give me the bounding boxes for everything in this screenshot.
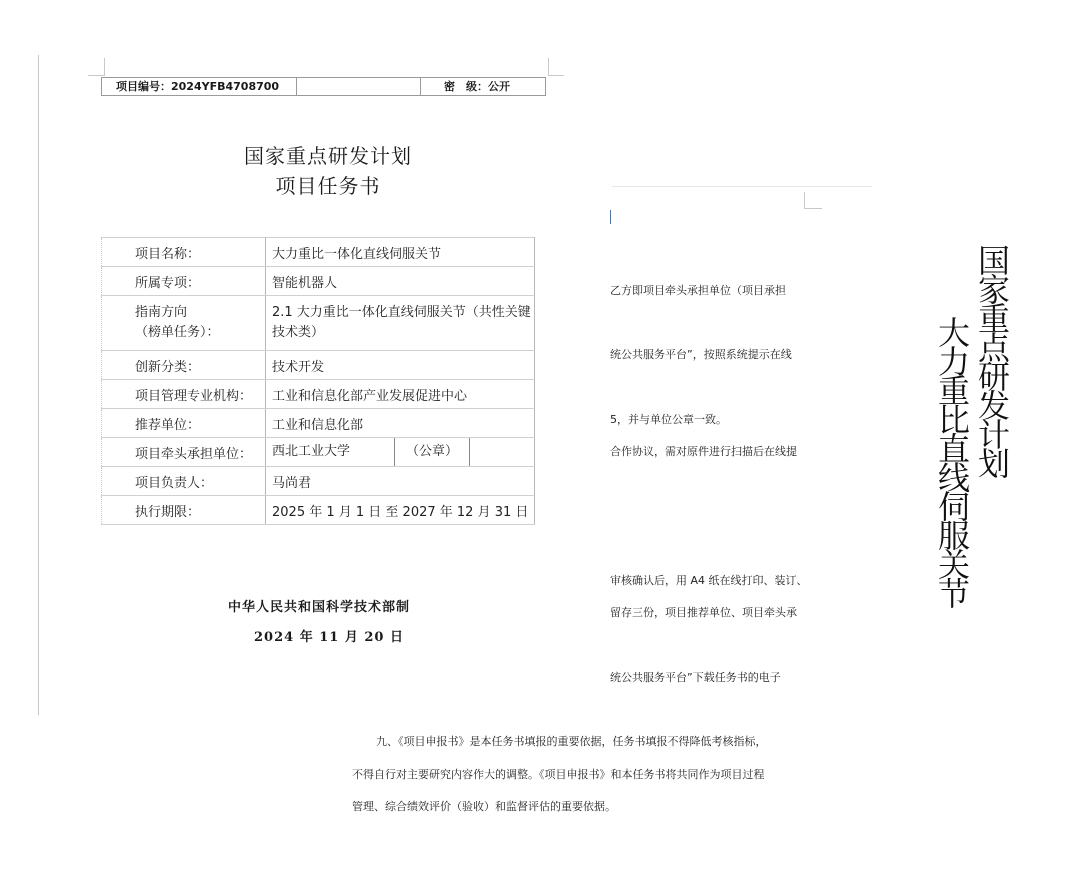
text-cursor	[610, 210, 611, 224]
table-row	[102, 467, 535, 496]
table-row	[102, 380, 535, 409]
project-info-table	[101, 237, 535, 525]
document-title: 国家重点研发计划	[244, 144, 412, 168]
crop-mark	[104, 58, 105, 76]
table-row	[102, 296, 535, 351]
row-value: 技术开发	[266, 351, 535, 380]
issuing-organization: 中华人民共和国科学技术部制	[228, 600, 411, 615]
text-fragment: 乙方即项目牵头承担单位（项目承担	[610, 284, 786, 297]
paragraph-line: 九、《项目申报书》是本任务书填报的重要依据，任务书填报不得降低考核指标，	[376, 735, 767, 748]
row-label: 创新分类：	[102, 351, 266, 380]
row-label: 推荐单位：	[102, 409, 266, 438]
paragraph-line: 管理、综合绩效评价（验收）和监督评估的重要依据。	[352, 800, 616, 813]
row-value: 马尚君	[266, 467, 535, 496]
text-fragment: 合作协议，需对原件进行扫描后在线提	[610, 445, 797, 458]
crop-mark	[804, 208, 822, 209]
row-value: 大力重比一体化直线伺服关节	[266, 238, 535, 267]
text-fragment: 审核确认后，用 A4 纸在线打印、装订、	[610, 574, 808, 587]
vertical-title-col2: 大力重比直线伺服关节	[933, 316, 971, 606]
document-subtitle: 项目任务书	[275, 174, 381, 198]
crop-mark	[88, 75, 104, 76]
crop-mark	[548, 58, 549, 76]
row-label: 所属专项：	[102, 267, 266, 296]
issue-date: 2024 年 11 月 20 日	[254, 630, 404, 645]
project-number: 项目编号：2024YFB4708700	[116, 80, 280, 93]
paragraph-line: 不得自行对主要研究内容作大的调整。《项目申报书》和本任务书将共同作为项目过程	[352, 768, 765, 781]
table-row	[102, 496, 535, 525]
row-value: 智能机器人	[266, 267, 535, 296]
row-value	[266, 438, 535, 467]
right-page-top-edge	[612, 186, 872, 187]
crop-mark	[548, 75, 564, 76]
document-header	[101, 77, 546, 96]
secret-level: 密 级：公开	[444, 80, 510, 93]
row-value: 2.1 大力重比一体化直线伺服关节（共性关键技术类）	[266, 296, 535, 351]
page-left-margin	[38, 55, 39, 715]
table-row	[102, 409, 535, 438]
row-label: 指南方向 （榜单任务）：	[102, 296, 266, 351]
header-divider	[420, 78, 421, 95]
row-label: 项目牵头承担单位：	[102, 438, 266, 467]
lead-unit-name: 西北工业大学	[272, 444, 351, 459]
header-divider	[296, 78, 297, 95]
row-value: 工业和信息化部产业发展促进中心	[266, 380, 535, 409]
row-label: 执行期限：	[102, 496, 266, 525]
text-fragment: 5，并与单位公章一致。	[610, 413, 727, 426]
text-fragment: 留存三份，项目推荐单位、项目牵头承	[610, 606, 797, 619]
row-label: 项目负责人：	[102, 467, 266, 496]
vertical-title-col1: 国家重点研发计划	[973, 244, 1011, 476]
text-fragment: 统公共服务平台”，按照系统提示在线	[610, 348, 792, 361]
crop-mark	[804, 192, 805, 208]
table-row	[102, 267, 535, 296]
official-seal-field: （公章）	[394, 438, 470, 466]
table-row	[102, 438, 535, 467]
text-fragment: 统公共服务平台”下载任务书的电子	[610, 671, 781, 684]
table-row	[102, 238, 535, 267]
table-row	[102, 351, 535, 380]
row-label: 项目管理专业机构：	[102, 380, 266, 409]
row-value: 工业和信息化部	[266, 409, 535, 438]
row-label: 项目名称：	[102, 238, 266, 267]
row-value: 2025 年 1 月 1 日 至 2027 年 12 月 31 日	[266, 496, 535, 525]
